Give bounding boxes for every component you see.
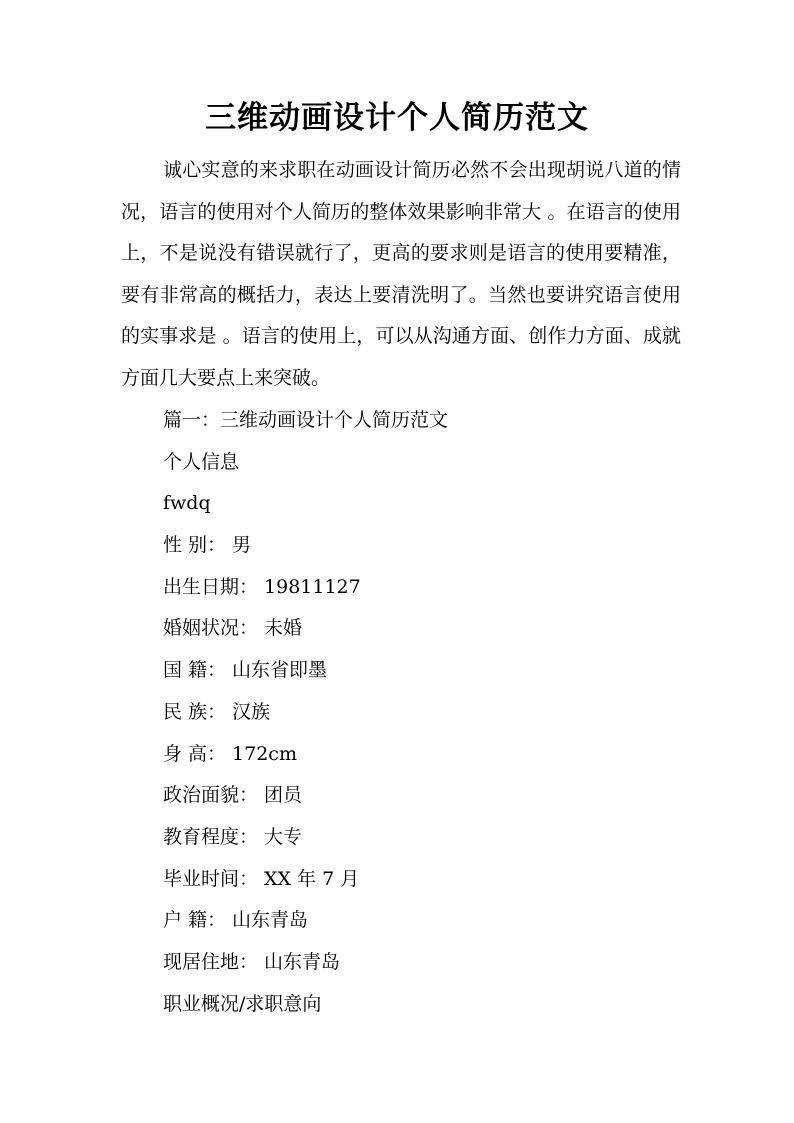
field-value: 山东省即墨 <box>232 659 328 682</box>
section-heading: 篇一：三维动画设计个人简历范文 <box>163 409 449 431</box>
field-label: 教育程度： <box>163 825 259 848</box>
field-current-residence <box>163 942 448 984</box>
field-label: 现居住地： <box>163 950 259 973</box>
field-label: 民 族： <box>163 700 227 723</box>
field-birth-date <box>163 567 448 609</box>
field-value: 汉族 <box>232 700 271 723</box>
field-label: 户 籍： <box>163 909 227 932</box>
field-political-status <box>163 775 448 817</box>
field-value: 山东青岛 <box>264 950 341 973</box>
field-label: 性 别： <box>163 534 227 557</box>
field-label: 政治面貌： <box>163 784 259 807</box>
personal-info-heading: 个人信息 <box>163 450 240 473</box>
field-ethnicity <box>163 692 448 734</box>
field-label: 国 籍： <box>163 659 227 682</box>
document-title: 三维动画设计个人简历范文 <box>205 100 589 136</box>
field-household-registration <box>163 900 448 942</box>
field-label: 婚姻状况： <box>163 617 259 640</box>
career-heading: 职业概况/求职意向 <box>163 992 322 1015</box>
field-nationality <box>163 650 448 692</box>
field-value: 山东青岛 <box>232 909 309 932</box>
field-graduation-date <box>163 859 448 901</box>
field-education <box>163 817 448 859</box>
field-gender <box>163 525 448 567</box>
field-value: 172cm <box>232 742 297 765</box>
field-label: 毕业时间： <box>163 867 259 890</box>
intro-paragraph: 诚心实意的来求职在动画设计简历必然不会出现胡说八道的情况，语言的使用对个人简历的整体效果影响非常大 。在语言的使用上，不是说没有错误就行了，更高的要求则是语言的使用要精准，要有非常高的概括力，表达上要清洗明了。当然也要讲究语言使用的实事求是 。语言的使用上，可以从沟通方面、创作力方面、成就方面几大要点上来突破。 <box>121 159 681 389</box>
field-value: XX 年 7 月 <box>264 867 360 890</box>
field-value: 男 <box>232 534 252 557</box>
field-marital-status <box>163 608 448 650</box>
field-value: 19811127 <box>264 575 361 598</box>
field-label: 出生日期： <box>163 575 259 598</box>
field-height <box>163 734 448 776</box>
field-value: 未婚 <box>264 617 303 640</box>
name-value: fwdq <box>163 492 211 515</box>
resume-field-list <box>163 400 448 1025</box>
field-value: 大专 <box>264 825 303 848</box>
field-label: 身 高： <box>163 742 227 765</box>
field-value: 团员 <box>264 784 303 807</box>
